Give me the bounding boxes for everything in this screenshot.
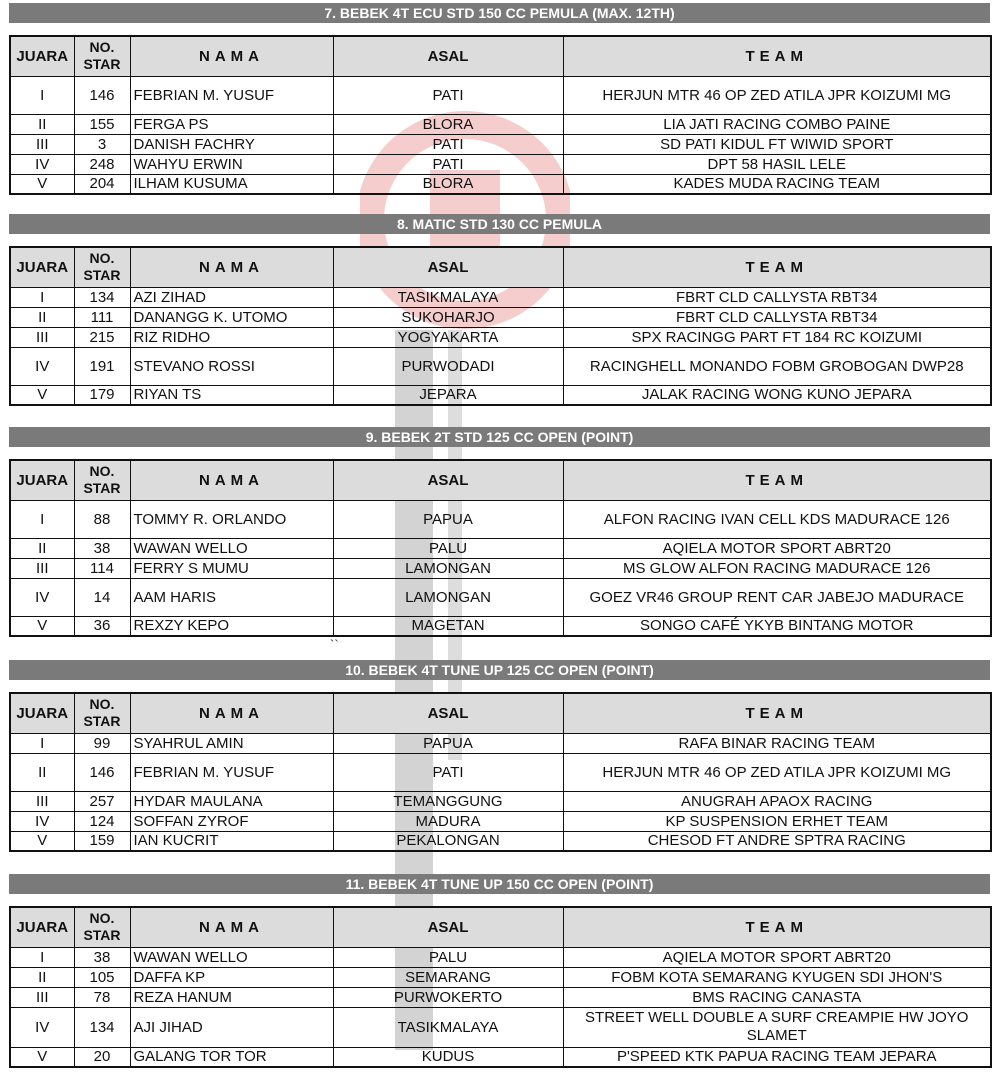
table-row bbox=[10, 616, 991, 636]
cell-asal: PATI bbox=[333, 76, 563, 114]
cell-nama: REXZY KEPO bbox=[130, 616, 333, 636]
header-team: TEAM bbox=[563, 247, 991, 287]
cell-team: CHESOD FT ANDRE SPTRA RACING bbox=[563, 831, 991, 851]
table-row bbox=[10, 114, 991, 134]
cell-no: 257 bbox=[74, 791, 130, 811]
cell-juara: I bbox=[10, 287, 74, 307]
table-row bbox=[10, 347, 991, 385]
table-header-row bbox=[10, 36, 991, 76]
cell-juara: II bbox=[10, 753, 74, 791]
table-header-row bbox=[10, 693, 991, 733]
cell-juara: I bbox=[10, 947, 74, 967]
results-table bbox=[9, 692, 992, 852]
cell-nama: FEBRIAN M. YUSUF bbox=[130, 76, 333, 114]
cell-asal: PURWODADI bbox=[333, 347, 563, 385]
cell-nama: FERRY S MUMU bbox=[130, 558, 333, 578]
cell-team: BMS RACING CANASTA bbox=[563, 987, 991, 1007]
cell-nama: IAN KUCRIT bbox=[130, 831, 333, 851]
table-row bbox=[10, 558, 991, 578]
cell-juara: IV bbox=[10, 811, 74, 831]
cell-juara: I bbox=[10, 76, 74, 114]
header-juara: JUARA bbox=[10, 907, 74, 947]
cell-no: 38 bbox=[74, 538, 130, 558]
cell-juara: I bbox=[10, 500, 74, 538]
header-juara: JUARA bbox=[10, 693, 74, 733]
cell-team: HERJUN MTR 46 OP ZED ATILA JPR KOIZUMI MG bbox=[563, 76, 991, 114]
header-no-star: NO. STAR bbox=[74, 907, 130, 947]
table-row bbox=[10, 967, 991, 987]
cell-asal: PEKALONGAN bbox=[333, 831, 563, 851]
header-no-star: NO. STAR bbox=[74, 693, 130, 733]
cell-asal: MAGETAN bbox=[333, 616, 563, 636]
results-table bbox=[9, 246, 992, 406]
cell-juara: II bbox=[10, 967, 74, 987]
results-table bbox=[9, 906, 992, 1068]
cell-no: 88 bbox=[74, 500, 130, 538]
cell-asal: SUKOHARJO bbox=[333, 307, 563, 327]
cell-nama: RIYAN TS bbox=[130, 385, 333, 405]
cell-team: STREET WELL DOUBLE A SURF CREAMPIE HW JOYO SLAMET bbox=[563, 1007, 991, 1047]
table-row bbox=[10, 1047, 991, 1067]
cell-team: JALAK RACING WONG KUNO JEPARA bbox=[563, 385, 991, 405]
header-juara: JUARA bbox=[10, 247, 74, 287]
header-no-star: NO. STAR bbox=[74, 460, 130, 500]
cell-juara: V bbox=[10, 831, 74, 851]
table-row bbox=[10, 538, 991, 558]
cell-team: KADES MUDA RACING TEAM bbox=[563, 174, 991, 194]
header-team: TEAM bbox=[563, 36, 991, 76]
cell-no: 204 bbox=[74, 174, 130, 194]
header-team: TEAM bbox=[563, 693, 991, 733]
cell-no: 20 bbox=[74, 1047, 130, 1067]
cell-team: ANUGRAH APAOX RACING bbox=[563, 791, 991, 811]
cell-nama: WAHYU ERWIN bbox=[130, 154, 333, 174]
table-row bbox=[10, 733, 991, 753]
cell-asal: PALU bbox=[333, 947, 563, 967]
cell-no: 99 bbox=[74, 733, 130, 753]
table-row bbox=[10, 500, 991, 538]
header-asal: ASAL bbox=[333, 36, 563, 76]
cell-no: 114 bbox=[74, 558, 130, 578]
cell-nama: ILHAM KUSUMA bbox=[130, 174, 333, 194]
cell-nama: REZA HANUM bbox=[130, 987, 333, 1007]
cell-nama: WAWAN WELLO bbox=[130, 947, 333, 967]
cell-juara: V bbox=[10, 616, 74, 636]
table-row bbox=[10, 947, 991, 967]
cell-nama: STEVANO ROSSI bbox=[130, 347, 333, 385]
cell-juara: V bbox=[10, 174, 74, 194]
cell-asal: PATI bbox=[333, 154, 563, 174]
cell-asal: PALU bbox=[333, 538, 563, 558]
cell-asal: LAMONGAN bbox=[333, 558, 563, 578]
cell-juara: II bbox=[10, 307, 74, 327]
cell-asal: TASIKMALAYA bbox=[333, 1007, 563, 1047]
cell-nama: FEBRIAN M. YUSUF bbox=[130, 753, 333, 791]
section-title: 9. BEBEK 2T STD 125 CC OPEN (POINT) bbox=[9, 427, 990, 447]
cell-asal: PATI bbox=[333, 753, 563, 791]
header-asal: ASAL bbox=[333, 907, 563, 947]
header-nama: NAMA bbox=[130, 36, 333, 76]
section-title: 8. MATIC STD 130 CC PEMULA bbox=[9, 214, 990, 234]
cell-juara: III bbox=[10, 987, 74, 1007]
header-asal: ASAL bbox=[333, 693, 563, 733]
section-class-8 bbox=[9, 214, 990, 404]
cell-team: FBRT CLD CALLYSTA RBT34 bbox=[563, 287, 991, 307]
section-title: 11. BEBEK 4T TUNE UP 150 CC OPEN (POINT) bbox=[9, 874, 990, 894]
cell-nama: SOFFAN ZYROF bbox=[130, 811, 333, 831]
cell-no: 155 bbox=[74, 114, 130, 134]
cell-asal: JEPARA bbox=[333, 385, 563, 405]
table-header-row bbox=[10, 247, 991, 287]
header-nama: NAMA bbox=[130, 247, 333, 287]
cell-nama: DAFFA KP bbox=[130, 967, 333, 987]
table-row bbox=[10, 578, 991, 616]
table-row bbox=[10, 134, 991, 154]
cell-juara: III bbox=[10, 134, 74, 154]
cell-team: FBRT CLD CALLYSTA RBT34 bbox=[563, 307, 991, 327]
table-header-row bbox=[10, 460, 991, 500]
table-row bbox=[10, 1007, 991, 1047]
cell-asal: LAMONGAN bbox=[333, 578, 563, 616]
cell-no: 159 bbox=[74, 831, 130, 851]
cell-nama: TOMMY R. ORLANDO bbox=[130, 500, 333, 538]
section-class-11 bbox=[9, 874, 990, 1066]
section-class-9 bbox=[9, 427, 990, 635]
header-team: TEAM bbox=[563, 460, 991, 500]
section-class-10 bbox=[9, 660, 990, 850]
header-nama: NAMA bbox=[130, 693, 333, 733]
cell-team: HERJUN MTR 46 OP ZED ATILA JPR KOIZUMI MG bbox=[563, 753, 991, 791]
cell-no: 105 bbox=[74, 967, 130, 987]
cell-no: 134 bbox=[74, 287, 130, 307]
cell-team: FOBM KOTA SEMARANG KYUGEN SDI JHON'S bbox=[563, 967, 991, 987]
table-row bbox=[10, 154, 991, 174]
cell-asal: PATI bbox=[333, 134, 563, 154]
header-asal: ASAL bbox=[333, 460, 563, 500]
cell-team: MS GLOW ALFON RACING MADURACE 126 bbox=[563, 558, 991, 578]
cell-no: 14 bbox=[74, 578, 130, 616]
table-row bbox=[10, 287, 991, 307]
cell-juara: II bbox=[10, 538, 74, 558]
cell-nama: DANISH FACHRY bbox=[130, 134, 333, 154]
cell-juara: II bbox=[10, 114, 74, 134]
table-row bbox=[10, 831, 991, 851]
table-row bbox=[10, 385, 991, 405]
cell-nama: AAM HARIS bbox=[130, 578, 333, 616]
header-juara: JUARA bbox=[10, 460, 74, 500]
cell-team: SPX RACINGG PART FT 184 RC KOIZUMI bbox=[563, 327, 991, 347]
cell-nama: AZI ZIHAD bbox=[130, 287, 333, 307]
cell-no: 215 bbox=[74, 327, 130, 347]
cell-team: RAFA BINAR RACING TEAM bbox=[563, 733, 991, 753]
cell-juara: V bbox=[10, 385, 74, 405]
cell-team: KP SUSPENSION ERHET TEAM bbox=[563, 811, 991, 831]
cell-no: 146 bbox=[74, 753, 130, 791]
cell-nama: FERGA PS bbox=[130, 114, 333, 134]
cell-juara: I bbox=[10, 733, 74, 753]
header-nama: NAMA bbox=[130, 460, 333, 500]
section-class-7 bbox=[9, 3, 990, 193]
table-row bbox=[10, 811, 991, 831]
cell-asal: SEMARANG bbox=[333, 967, 563, 987]
table-row bbox=[10, 174, 991, 194]
cell-nama: RIZ RIDHO bbox=[130, 327, 333, 347]
cell-nama: DANANGG K. UTOMO bbox=[130, 307, 333, 327]
results-table bbox=[9, 35, 992, 195]
results-table bbox=[9, 459, 992, 637]
cell-asal: MADURA bbox=[333, 811, 563, 831]
cell-asal: YOGYAKARTA bbox=[333, 327, 563, 347]
cell-no: 78 bbox=[74, 987, 130, 1007]
cell-nama: WAWAN WELLO bbox=[130, 538, 333, 558]
cell-juara: IV bbox=[10, 347, 74, 385]
cell-team: SD PATI KIDUL FT WIWID SPORT bbox=[563, 134, 991, 154]
cell-juara: IV bbox=[10, 578, 74, 616]
header-no-star: NO. STAR bbox=[74, 36, 130, 76]
table-row bbox=[10, 753, 991, 791]
cell-team: DPT 58 HASIL LELE bbox=[563, 154, 991, 174]
cell-nama: AJI JIHAD bbox=[130, 1007, 333, 1047]
cell-nama: HYDAR MAULANA bbox=[130, 791, 333, 811]
cell-team: ALFON RACING IVAN CELL KDS MADURACE 126 bbox=[563, 500, 991, 538]
header-juara: JUARA bbox=[10, 36, 74, 76]
cell-no: 248 bbox=[74, 154, 130, 174]
cell-no: 134 bbox=[74, 1007, 130, 1047]
cell-team: AQIELA MOTOR SPORT ABRT20 bbox=[563, 538, 991, 558]
cell-team: P'SPEED KTK PAPUA RACING TEAM JEPARA bbox=[563, 1047, 991, 1067]
section-title: 7. BEBEK 4T ECU STD 150 CC PEMULA (MAX. 12TH) bbox=[9, 3, 990, 23]
section-title: 10. BEBEK 4T TUNE UP 125 CC OPEN (POINT) bbox=[9, 660, 990, 680]
table-header-row bbox=[10, 907, 991, 947]
cell-no: 3 bbox=[74, 134, 130, 154]
cell-nama: GALANG TOR TOR bbox=[130, 1047, 333, 1067]
cell-no: 36 bbox=[74, 616, 130, 636]
cell-no: 146 bbox=[74, 76, 130, 114]
cell-juara: III bbox=[10, 791, 74, 811]
cell-juara: III bbox=[10, 558, 74, 578]
cell-asal: BLORA bbox=[333, 114, 563, 134]
table-row bbox=[10, 791, 991, 811]
cell-juara: IV bbox=[10, 154, 74, 174]
cell-juara: IV bbox=[10, 1007, 74, 1047]
cell-asal: TEMANGGUNG bbox=[333, 791, 563, 811]
cell-no: 38 bbox=[74, 947, 130, 967]
cell-team: SONGO CAFÉ YKYB BINTANG MOTOR bbox=[563, 616, 991, 636]
cell-no: 111 bbox=[74, 307, 130, 327]
cell-no: 124 bbox=[74, 811, 130, 831]
stray-mark: `` bbox=[330, 637, 339, 652]
cell-no: 179 bbox=[74, 385, 130, 405]
cell-asal: PURWOKERTO bbox=[333, 987, 563, 1007]
header-team: TEAM bbox=[563, 907, 991, 947]
table-row bbox=[10, 307, 991, 327]
header-no-star: NO. STAR bbox=[74, 247, 130, 287]
cell-team: LIA JATI RACING COMBO PAINE bbox=[563, 114, 991, 134]
cell-juara: III bbox=[10, 327, 74, 347]
header-nama: NAMA bbox=[130, 907, 333, 947]
header-asal: ASAL bbox=[333, 247, 563, 287]
cell-asal: PAPUA bbox=[333, 500, 563, 538]
cell-team: GOEZ VR46 GROUP RENT CAR JABEJO MADURACE bbox=[563, 578, 991, 616]
cell-asal: PAPUA bbox=[333, 733, 563, 753]
cell-asal: KUDUS bbox=[333, 1047, 563, 1067]
table-row bbox=[10, 987, 991, 1007]
cell-no: 191 bbox=[74, 347, 130, 385]
table-row bbox=[10, 327, 991, 347]
cell-juara: V bbox=[10, 1047, 74, 1067]
cell-asal: TASIKMALAYA bbox=[333, 287, 563, 307]
cell-team: RACINGHELL MONANDO FOBM GROBOGAN DWP28 bbox=[563, 347, 991, 385]
cell-nama: SYAHRUL AMIN bbox=[130, 733, 333, 753]
cell-team: AQIELA MOTOR SPORT ABRT20 bbox=[563, 947, 991, 967]
cell-asal: BLORA bbox=[333, 174, 563, 194]
table-row bbox=[10, 76, 991, 114]
